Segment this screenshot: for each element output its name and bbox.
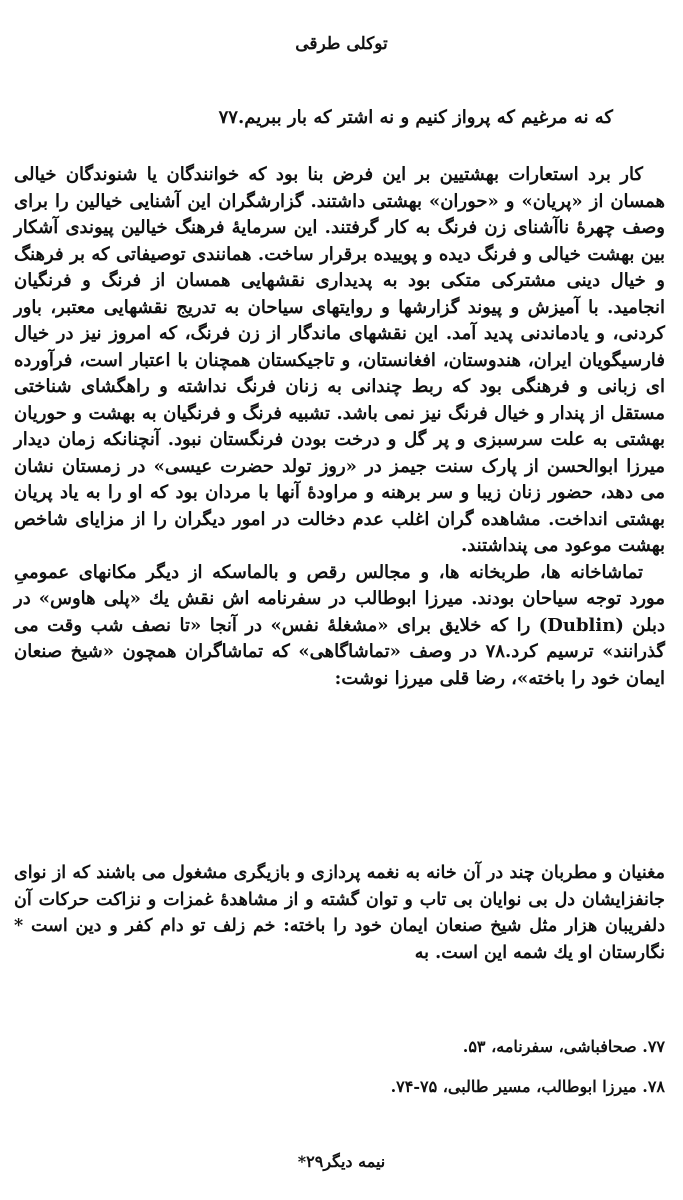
body-paragraph: تماشاخانه ها، طربخانه ها، و مجالس رقص و بالماسکه از دیگر مکانهای عمومیِ مورد توجه سیاحان بودند. میرزا ابوطالب در سفرنامه اش نقش یك «پلی هاوس» در دبلن (Dublin) را که خلایق برای «مشغلهٔ نفس» در آنجا «تا نصف شب وقت می گذرانند» ترسیم کرد.‌۷۸ در وصف «تماشاگاهی» که تماشاگران همچون «شیخ صنعان ایمان خود را باخته»، رضا قلی میرزا نوشت: xyxy=(14,561,665,689)
main-body xyxy=(14,162,665,692)
footnotes xyxy=(60,1036,665,1116)
epigraph-verse: که نه مرغیم که پرواز کنیم و نه اشتر که بار ببریم.‌۷۷ xyxy=(218,107,613,128)
quote-text: مغنیان و مطربان چند در آن خانه به نغمه پردازی و بازیگری مشغول می باشند که از نوای جانفزایشان دل بی نوایان بی تاب و توان گشته و از مشاهدهٔ غمزات و نزاکت حرکات آن دلفریبان هزار مثل شیخ صنعان ایمان خود را باخته: خم زلف تو دام کفر و دین است * نگارستان او یك شمه این است. به xyxy=(14,863,665,963)
page-footer: نیمه دیگر۲۹* xyxy=(297,1152,386,1171)
block-quote xyxy=(14,860,665,966)
running-header: توکلی طرقی xyxy=(295,34,388,54)
footnote-77: ۷۷. صحافباشی، سفرنامه، ۵۳. xyxy=(462,1037,665,1056)
footnote-78: ۷۸. میرزا ابوطالب، مسیر طالبی، ۷۵-۷۴. xyxy=(390,1077,665,1096)
body-paragraph: کار برد استعارات بهشتیین بر این فرض بنا بود که خوانندگان یا شنوندگان خیالی همسان از «پریان» و «حوران» بهشتی داشتند. گزارشگران این آشنایی خیالین را برای وصف چهرهٔ ناآشنای زن فرنگ به کار گرفتند. این سرمایهٔ فرهنگ خیالین پیوندی آشکار بین بهشت خیالی و فرنگ دیده و پوییده برقرار ساخت. همانندی توصیفاتی که بر فرهنگ و خیال دینی مشترکی متکی بود به پدیداری نقشهایی همسان از فرنگ و فرنگیان انجامید. با آمیزش و پیوند گزارشها و روایتهای سیاحان به تدریج نقشهایی معتبر، باور کردنی، و یادماندنی پدید آمد. این نقشهای ماندگار از زن فرنگ، که امروز نیز در خیال فارسیگویان ایران، هندوستان، افغانستان، و تاجیکستان همچنان با اعتبار است، فرآورده ای زبانی و فرهنگی بود که ربط چندانی به زنان فرنگ نداشته و راهگشای شناختی مستقل از پندار و خیال فرنگ نیز نمی باشد. تشبیه فرنگ و فرنگیان به بهشت و حوریان بهشتی به علت سرسبزی و پر گل و درخت بودن فرنگستان نبود. آنچنانکه زمان دیدار میرزا ابوالحسن از پارک سنت جیمز در «روز تولد حضرت عیسی» در زمستان نشان می دهد، حضور زنان زیبا و سر برهنه و مراودهٔ آنها با مردان بود که او را به یاد پریان بهشتی انداخت. مشاهده گران اغلب عدم دخالت در امور دیگران را از مزایای شاخص بهشت موعود می پنداشتند. xyxy=(14,164,665,556)
